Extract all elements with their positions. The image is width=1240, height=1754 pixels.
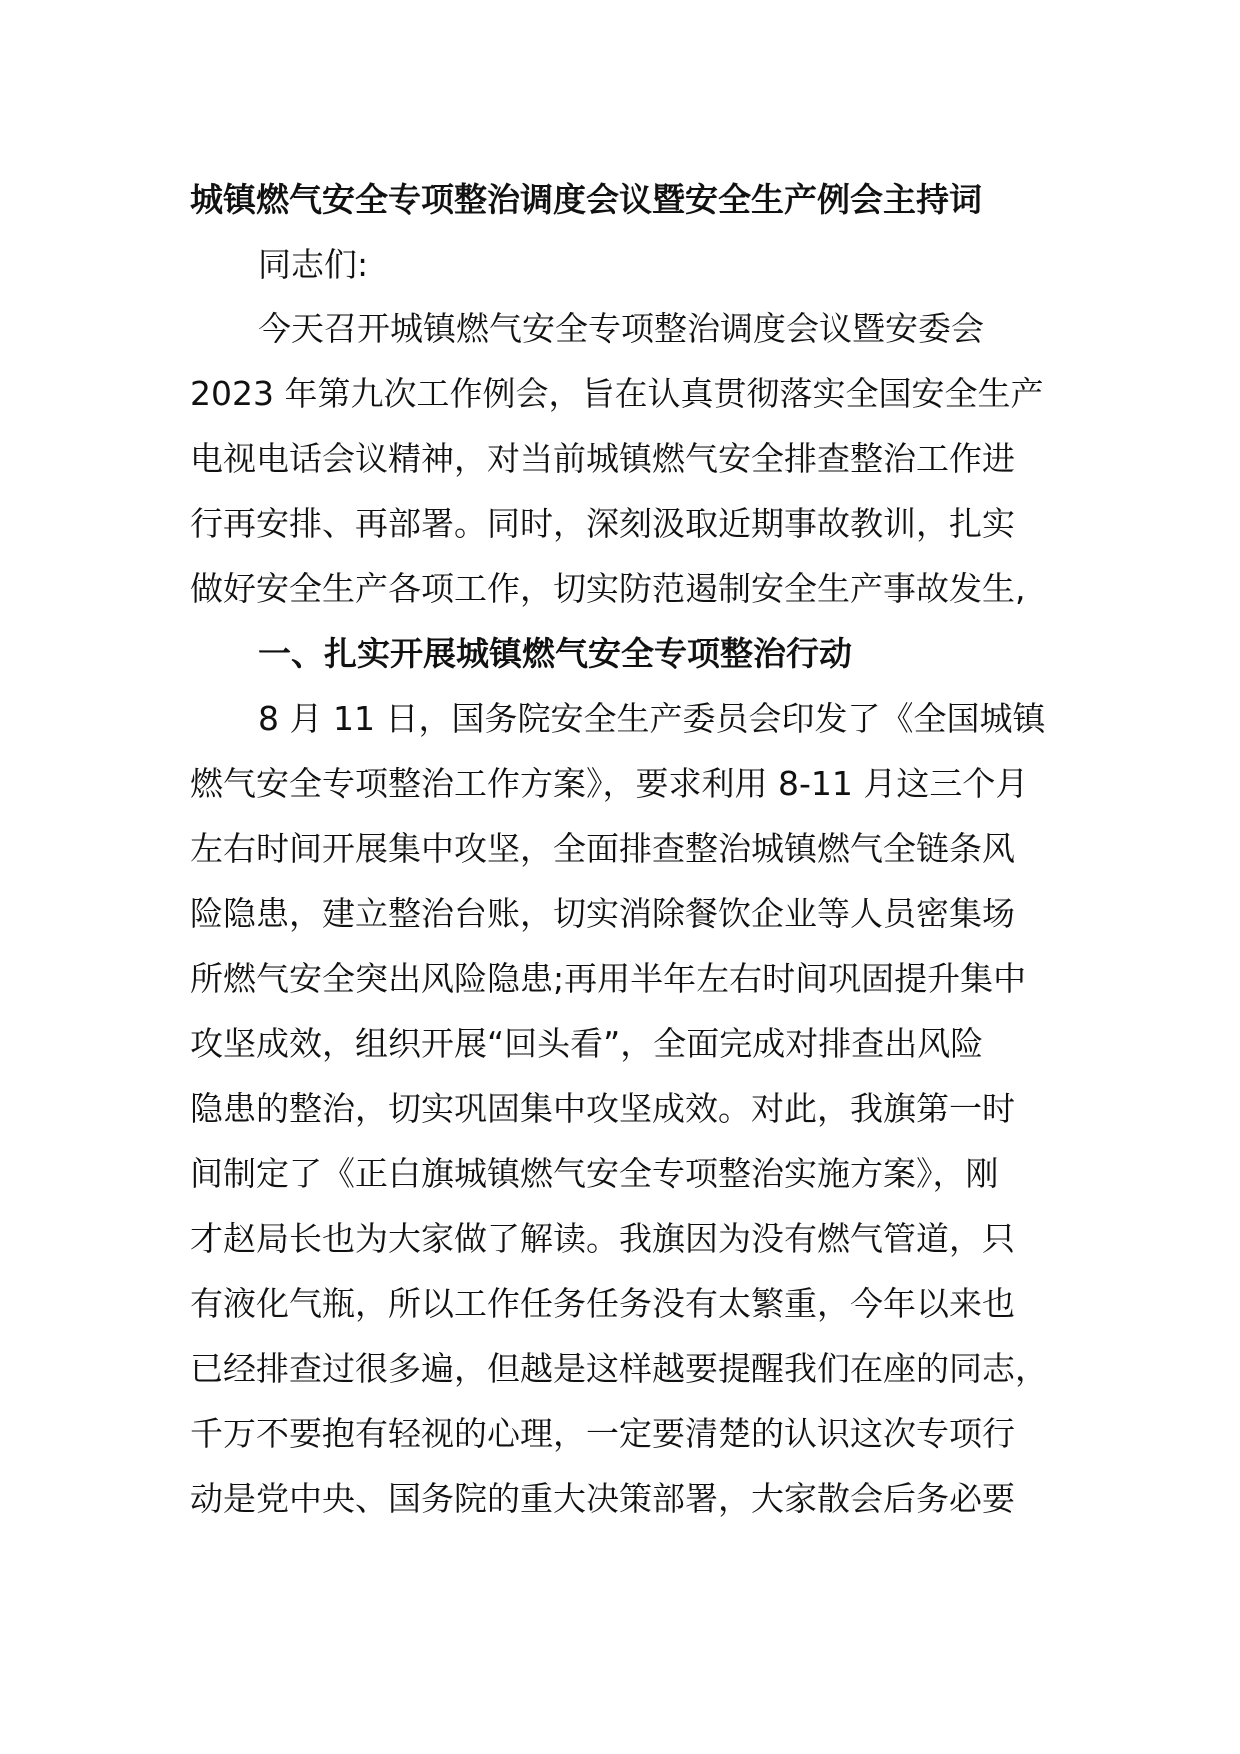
section-line: 左右时间开展集中攻坚，全面排查整治城镇燃气全链条风 bbox=[190, 829, 1015, 868]
section-line: 间制定了《正白旗城镇燃气安全专项整治实施方案》，刚 bbox=[190, 1154, 999, 1193]
section-line: 有液化气瓶，所以工作任务任务没有太繁重，今年以来也 bbox=[190, 1284, 1015, 1323]
intro-line: 2023 年第九次工作例会，旨在认真贯彻落实全国安全生产 bbox=[190, 374, 1044, 413]
section-line: 隐患的整治，切实巩固集中攻坚成效。对此，我旗第一时 bbox=[190, 1089, 1015, 1128]
document-title: 城镇燃气安全专项整治调度会议暨安全生产例会主持词 bbox=[190, 180, 982, 219]
section-heading: 一、扎实开展城镇燃气安全专项整治行动 bbox=[258, 634, 852, 673]
section-line: 动是党中央、国务院的重大决策部署，大家散会后务必要 bbox=[190, 1479, 1015, 1518]
section-line: 才赵局长也为大家做了解读。我旗因为没有燃气管道，只 bbox=[190, 1219, 1015, 1258]
section-line: 燃气安全专项整治工作方案》，要求利用 8-11 月这三个月 bbox=[190, 764, 1029, 803]
intro-line: 今天召开城镇燃气安全专项整治调度会议暨安委会 bbox=[258, 309, 984, 348]
intro-line: 做好安全生产各项工作，切实防范遏制安全生产事故发生, bbox=[190, 569, 1026, 608]
intro-line: 行再安排、再部署。同时，深刻汲取近期事故教训，扎实 bbox=[190, 504, 1015, 543]
section-line: 所燃气安全突出风险隐患;再用半年左右时间巩固提升集中 bbox=[190, 959, 1027, 998]
section-line: 千万不要抱有轻视的心理，一定要清楚的认识这次专项行 bbox=[190, 1414, 1015, 1453]
section-line: 已经排查过很多遍，但越是这样越要提醒我们在座的同志， bbox=[190, 1349, 1048, 1388]
greeting: 同志们: bbox=[258, 245, 369, 284]
section-line: 攻坚成效，组织开展“回头看”，全面完成对排查出风险 bbox=[190, 1024, 984, 1063]
section-line: 险隐患，建立整治台账，切实消除餐饮企业等人员密集场 bbox=[190, 894, 1015, 933]
intro-line: 电视电话会议精神，对当前城镇燃气安全排查整治工作进 bbox=[190, 439, 1015, 478]
section-line: 8 月 11 日，国务院安全生产委员会印发了《全国城镇 bbox=[258, 699, 1046, 738]
